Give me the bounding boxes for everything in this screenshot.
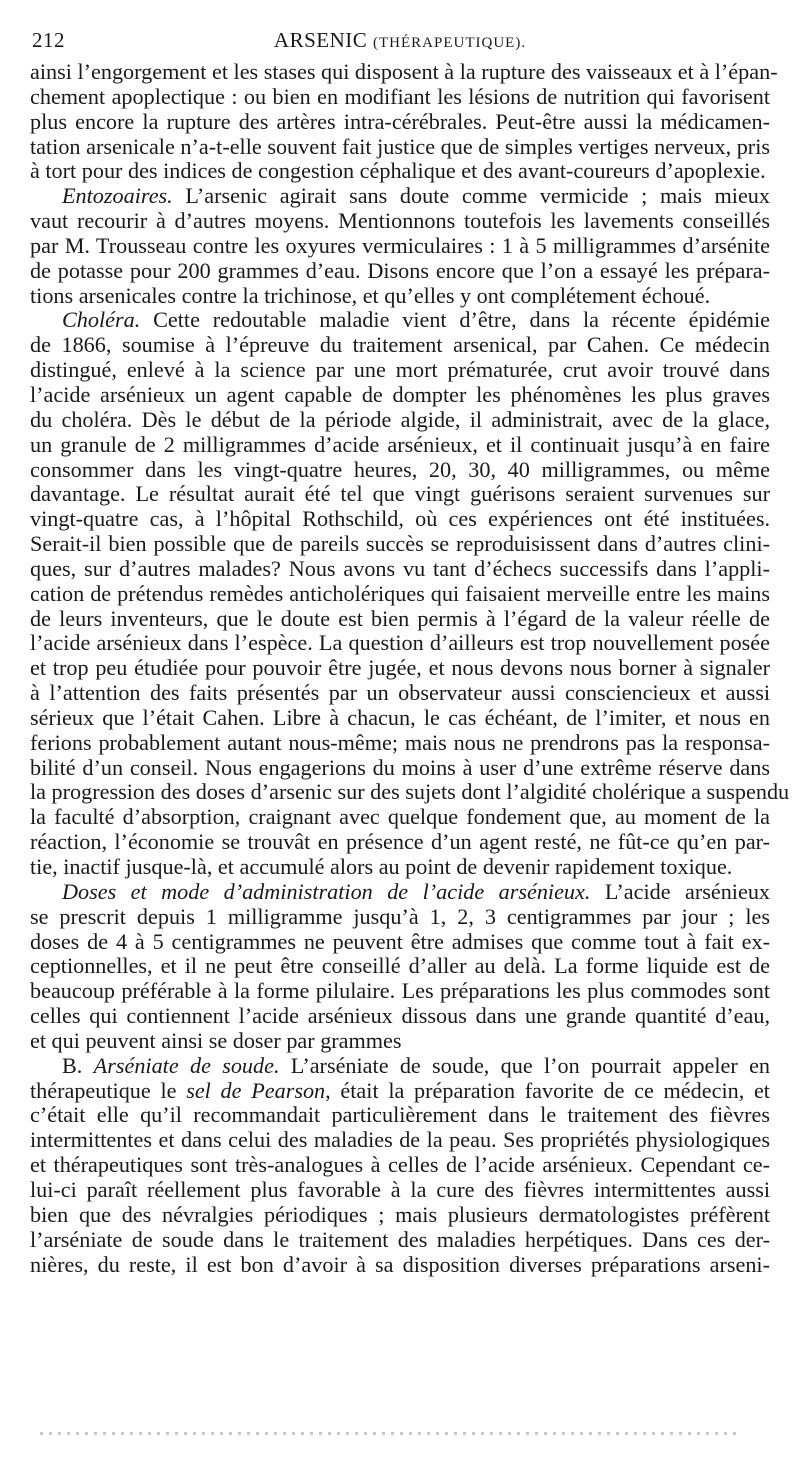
paragraph-arseniate [30, 1054, 770, 1278]
text-line: à tort pour des indices de congestion céphalique et des avant-coureurs d’apoplexie. [30, 158, 766, 184]
paragraph-doses [30, 880, 770, 1054]
text-line: sérieux que l’était Cahen. Libre à chacun, le cas échéant, de l’imiter, et nous en [30, 704, 770, 730]
text-line: de potasse pour 200 grammes d’eau. Disons encore que l’on a essayé les prépara- [30, 257, 770, 283]
body-text [30, 59, 790, 1277]
text-line: ques, sur d’autres malades? Nous avons vu tant d’échecs successifs dans l’appli- [30, 555, 770, 581]
text-line: l’arséniate de soude dans le traitement des maladies herpétiques. Dans ces der- [30, 1226, 770, 1252]
text-line: un granule de 2 milligrammes d’acide arsénieux, et il continuait jusqu’à en faire [30, 431, 770, 457]
text-line: chement apoplectique : ou bien en modifiant les lésions de nutrition qui favorisent [30, 83, 770, 109]
section-heading-arseniate: Arséniate de soude. [93, 1052, 280, 1078]
text-line: et thérapeutiques sont très-analogues à celles de l’acide arsénieux. Cependant ce- [30, 1152, 770, 1178]
scan-artifact-divider [40, 1432, 740, 1435]
text-line: Serait-il bien possible que de pareils succès se reproduisissent dans d’autres clini- [30, 531, 770, 557]
text-line: l’acide arsénieux dans l’espèce. La question d’ailleurs est trop nouvellement posée [30, 630, 770, 656]
text-line: intermittentes et dans celui des maladies de la peau. Ses propriétés physiologiques [30, 1127, 770, 1153]
text-line: Doses et mode d’administration de l’acide arsénieux. L’acide arsénieux [62, 878, 771, 904]
paragraph-apoplexy [30, 59, 778, 184]
paragraph-cholera [30, 307, 790, 879]
text-line: vaut recourir à d’autres moyens. Mentionnons toutefois les lavements conseillés [30, 208, 770, 234]
text-line: et trop peu étudiée pour pouvoir être jugée, et nous devons nous borner à signaler [30, 655, 770, 681]
text-line: c’était elle qu’il recommandait particulièrement dans le traitement des fièvres [30, 1102, 770, 1128]
book-page [30, 22, 790, 1277]
section-heading-entozoaires: Entozoaires. [62, 183, 173, 209]
text-line: Entozoaires. L’arsenic agirait sans doute comme vermicide ; mais mieux [62, 183, 770, 209]
text-line: consommer dans les vingt-quatre heures, 20, 30, 40 milligrammes, ou même [30, 456, 770, 482]
text-line: bilité d’un conseil. Nous engagerions du moins à user d’une extrême réserve dans [30, 754, 770, 780]
text-line: doses de 4 à 5 centigrammes ne peuvent être admises que comme tout à fait ex- [30, 928, 770, 954]
text-line: distingué, enlevé à la science par une mort prématurée, crut avoir trouvé dans [30, 357, 770, 383]
text-line: beaucoup préférable à la forme pilulaire. Les préparations les plus commodes sont [30, 978, 770, 1004]
text-line: ferions probablement autant nous-même; mais nous ne prendrons pas la responsa- [30, 729, 770, 755]
text-line: Choléra. Cette redoutable maladie vient d’être, dans la récente épidémie [62, 307, 770, 333]
text-line: par M. Trousseau contre les oxyures vermiculaires : 1 à 5 milligrammes d’arsénite [30, 232, 770, 258]
text-line: du choléra. Dès le début de la période algide, il administrait, avec de la glace, [30, 406, 770, 432]
paragraph-entozoaires [30, 184, 770, 308]
text-line: réaction, l’économie se trouvât en présence d’un agent resté, ne fût-ce qu’en par- [30, 829, 770, 855]
header-title: ARSENIC [273, 28, 368, 52]
text-line: tation arsenicale n’a-t-elle souvent fait justice que de simples vertiges nerveux, pris [30, 133, 770, 159]
text-line: de leurs inventeurs, que le doute est bien permis à l’égard de la valeur réelle de [30, 605, 770, 631]
text-line: l’acide arsénieux un agent capable de dompter les phénomènes les plus graves [30, 381, 770, 407]
section-letter: B. [62, 1052, 83, 1078]
text-line: à l’attention des faits présentés par un observateur aussi consciencieux et aussi [30, 680, 770, 706]
text-line: thérapeutique le sel de Pearson, était la préparation favorite de ce médecin, et [30, 1077, 770, 1103]
text-line: davantage. Le résultat aurait été tel que vingt guérisons seraient survenues sur [30, 481, 770, 507]
text-line: nières, du reste, il est bon d’avoir à sa disposition diverses préparations arseni- [30, 1251, 770, 1277]
text-line: de 1866, soumise à l’épreuve du traitement arsenical, par Cahen. Ce médecin [30, 332, 770, 358]
section-heading-cholera: Choléra. [62, 307, 141, 333]
text-line: lui-ci paraît réellement plus favorable à la cure des fièvres intermittentes aussi [30, 1176, 770, 1202]
text-line: plus encore la rupture des artères intra-cérébrales. Peut-être aussi la médicamen- [30, 108, 770, 134]
text-line: se prescrit depuis 1 milligramme jusqu’à 1, 2, 3 centigrammes par jour ; les [30, 903, 770, 929]
page-number: 212 [32, 28, 65, 52]
running-title [30, 28, 770, 53]
text-line: celles qui contiennent l’acide arsénieux dissous dans une grande quantité d’eau, [30, 1003, 770, 1029]
text-line: cation de prétendus remèdes anticholériques qui faisaient merveille entre les mains [30, 580, 770, 606]
text-line: et qui peuvent ainsi se doser par grammes [30, 1027, 402, 1053]
text-line: vingt-quatre cas, à l’hôpital Rothschild, où ces expériences ont été instituées. [30, 506, 770, 532]
term-sel-de-pearson: sel de Pearson [186, 1077, 326, 1103]
section-heading-doses: Doses et mode d’administration de l’acide arsénieux. [62, 878, 591, 904]
running-header [30, 22, 770, 56]
header-subtitle: (THÉRAPEUTIQUE). [373, 35, 527, 51]
text-line: ainsi l’engorgement et les stases qui disposent à la rupture des vaisseaux et à l’épan- [30, 59, 778, 84]
text-line: ceptionnelles, et il ne peut être conseillé d’aller au delà. La forme liquide est de [30, 953, 770, 979]
text-line: tie, inactif jusque-là, et accumulé alors au point de devenir rapidement toxique. [30, 854, 733, 879]
text-line: bien que des névralgies périodiques ; mais plusieurs dermatologistes préfèrent [30, 1201, 770, 1227]
text-line: tions arsenicales contre la trichinose, et qu’elles y ont complétement échoué. [30, 282, 711, 308]
text-line: B. Arséniate de soude. L’arséniate de soude, que l’on pourrait appeler en [62, 1052, 771, 1078]
text-line: la faculté d’absorption, craignant avec quelque fondement que, au moment de la [30, 804, 770, 830]
text-line: la progression des doses d’arsenic sur des sujets dont l’algidité cholérique a suspendu [30, 779, 790, 805]
